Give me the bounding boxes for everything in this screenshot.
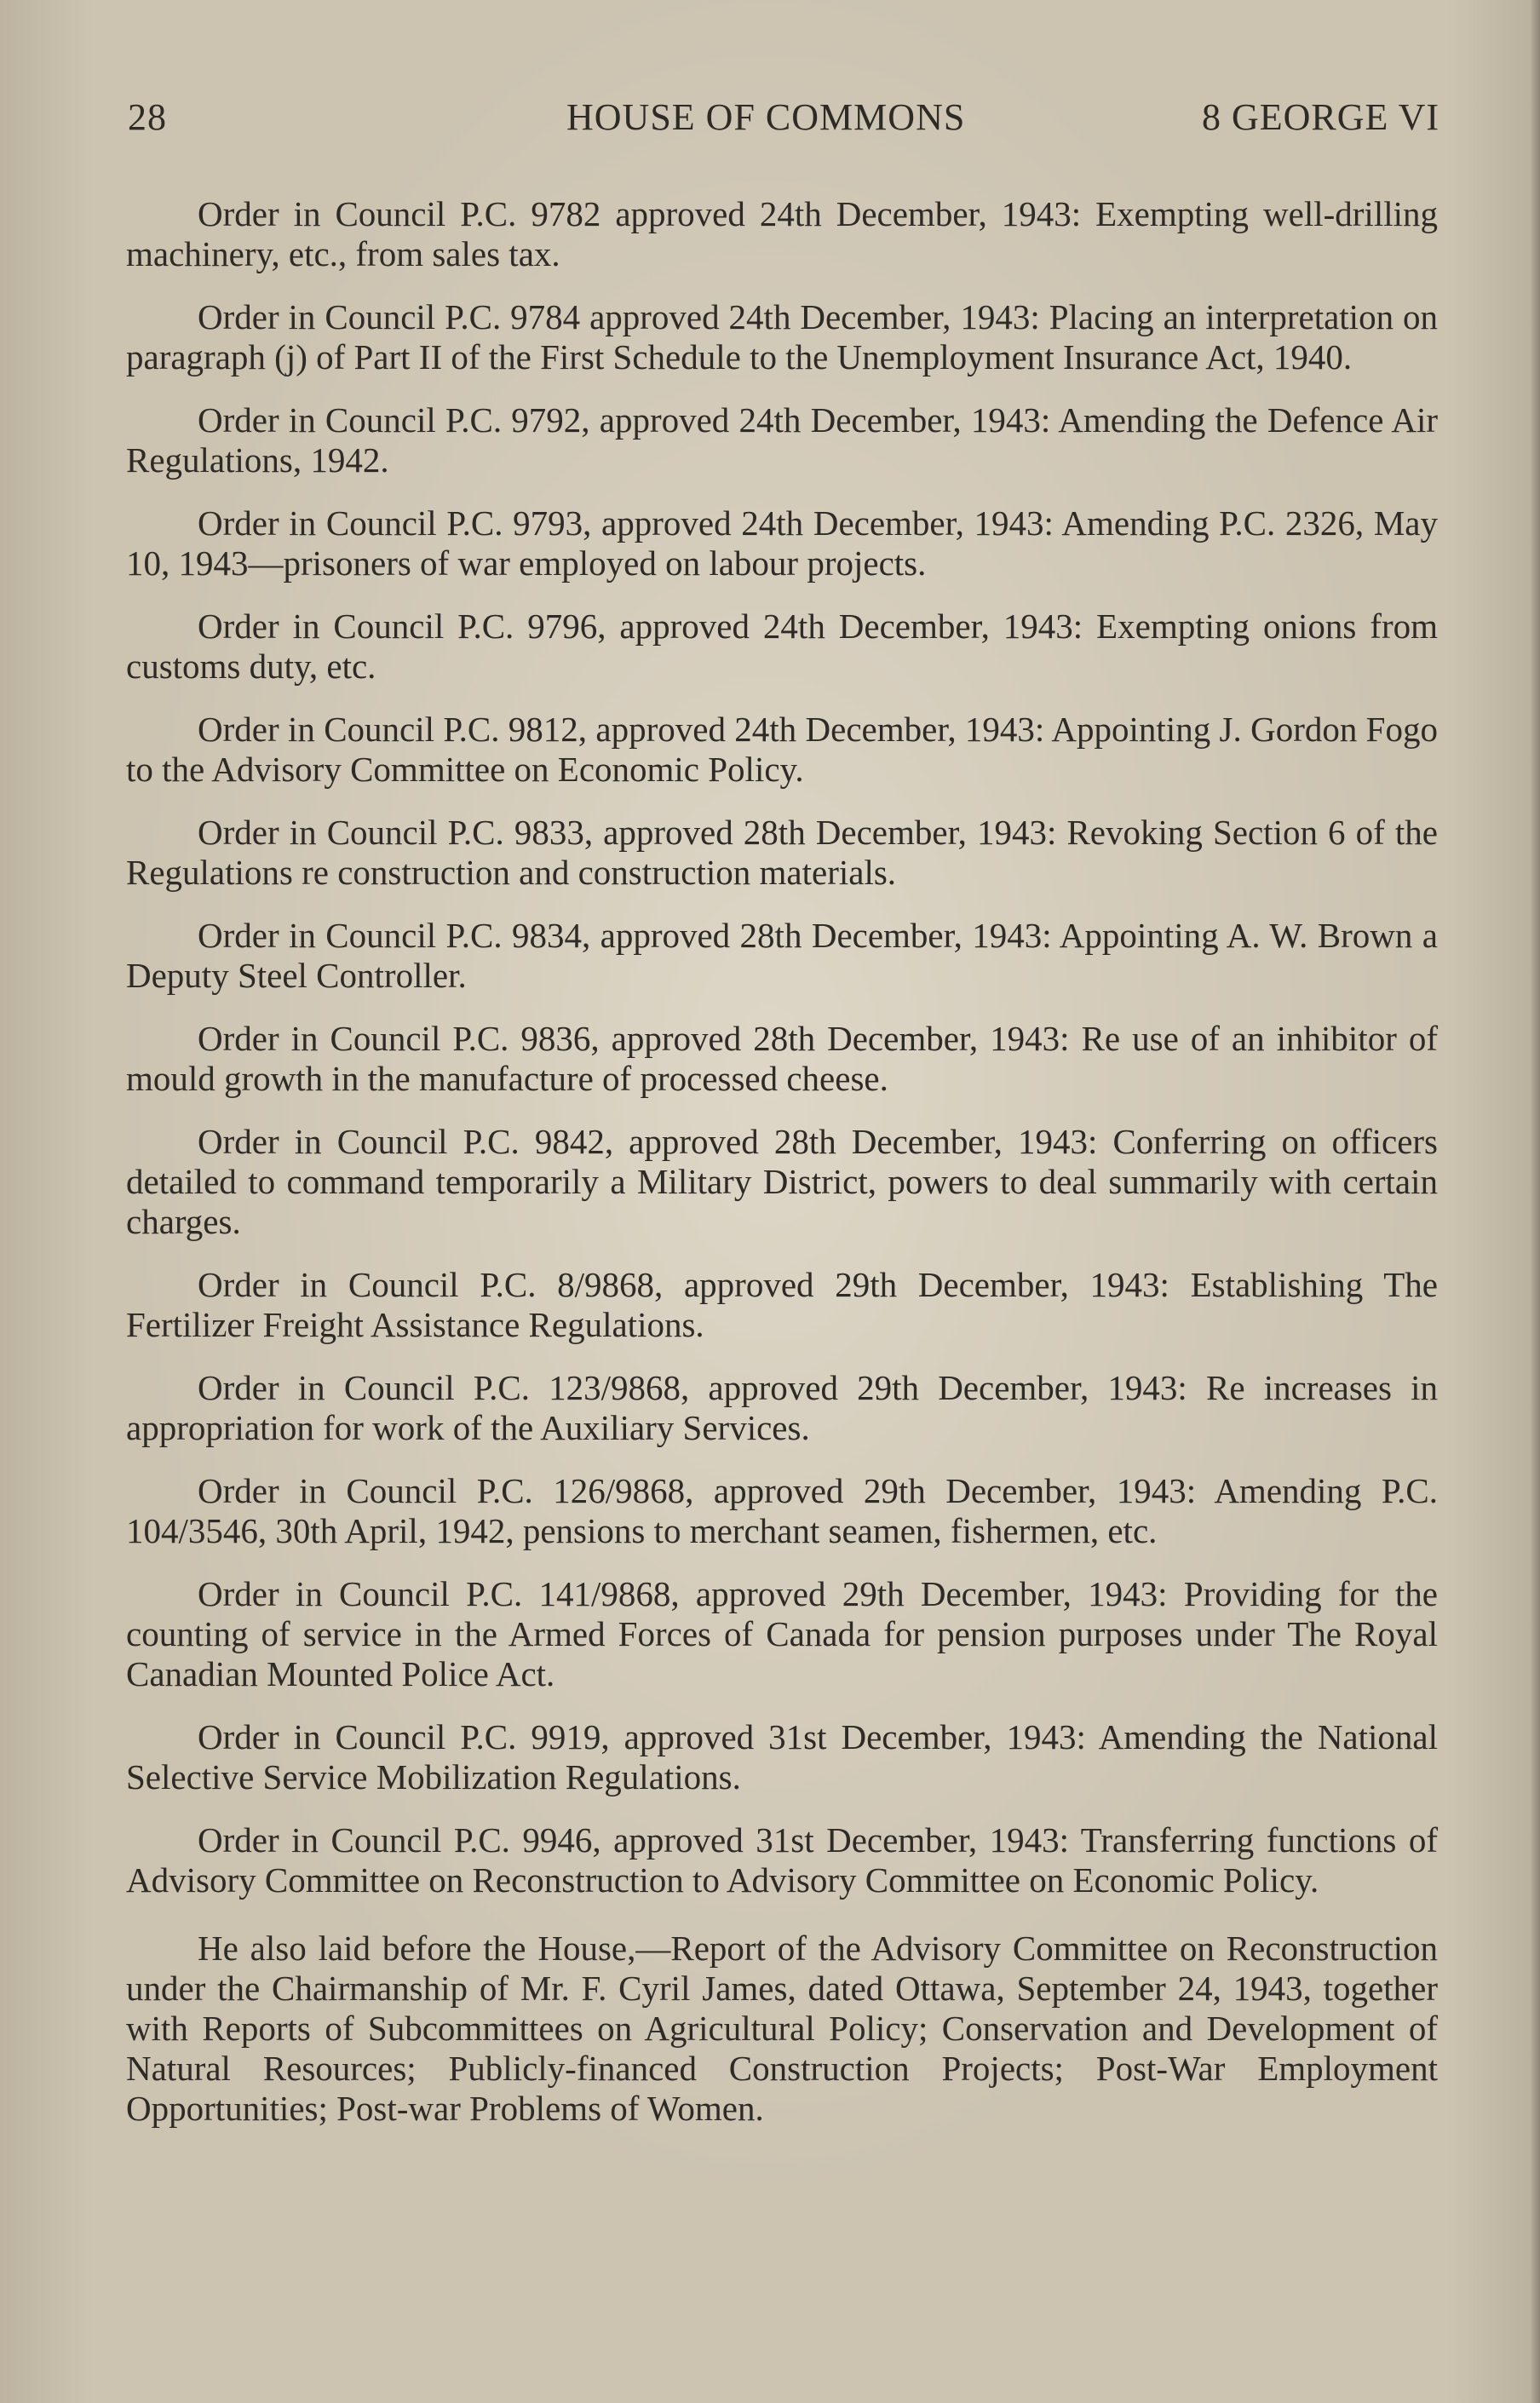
order-description: Exempting well-drilling machinery, etc., from sales tax. <box>126 194 1438 273</box>
order-description: Appointing J. Gordon Fogo to the Advisory Committee on Economic Policy. <box>126 710 1438 789</box>
order-description: Amending the Defence Air Regulations, 1942. <box>126 400 1438 480</box>
order-citation: Order in Council P.C. 9842, approved 28th December, 1943: <box>198 1122 1098 1161</box>
order-citation: Order in Council P.C. 9784 approved 24th December, 1943: <box>198 297 1040 336</box>
order-citation: Order in Council P.C. 123/9868, approved 29th December, 1943: <box>198 1368 1187 1407</box>
order-citation: Order in Council P.C. 9946, approved 31st December, 1943: <box>198 1820 1070 1860</box>
order-description: Exempting onions from customs duty, etc. <box>126 606 1438 686</box>
order-entry <box>126 297 1438 377</box>
order-entry <box>126 1717 1438 1797</box>
order-description: Re increases in appropriation for work of the Auxiliary Services. <box>126 1368 1439 1447</box>
order-entry <box>126 194 1438 274</box>
order-citation: Order in Council P.C. 9919, approved 31st December, 1943: <box>198 1717 1086 1756</box>
order-entry <box>126 813 1438 893</box>
order-description: Conferring on officers detailed to command temporarily a Military District, powers to deal summarily with certain charges. <box>126 1122 1439 1241</box>
order-citation: Order in Council P.C. 9796, approved 24th December, 1943: <box>198 606 1083 646</box>
order-description: Placing an interpretation on paragraph (j) of Part II of the First Schedule to the Unemployment Insurance Act, 1940. <box>126 297 1439 377</box>
order-entry <box>126 1471 1438 1551</box>
order-description: Amending P.C. 104/3546, 30th April, 1942, pensions to merchant seamen, fishermen, etc. <box>126 1471 1438 1550</box>
order-description: Amending P.C. 2326, May 10, 1943—prisoners of war employed on labour projects. <box>126 503 1438 583</box>
order-citation: Order in Council P.C. 9834, approved 28th December, 1943: <box>198 916 1052 955</box>
order-description: Re use of an inhibitor of mould growth in the manufacture of processed cheese. <box>126 1019 1438 1098</box>
order-citation: Order in Council P.C. 9833, approved 28th December, 1943: <box>198 813 1057 852</box>
order-entry <box>126 1019 1438 1099</box>
order-citation: Order in Council P.C. 9812, approved 24th December, 1943: <box>198 710 1045 749</box>
running-header <box>128 95 1439 147</box>
order-entry <box>126 1122 1438 1242</box>
order-citation: Order in Council P.C. 9782 approved 24th December, 1943: <box>198 194 1082 233</box>
order-entry <box>126 1820 1438 1900</box>
order-citation: Order in Council P.C. 126/9868, approved 29th December, 1943: <box>198 1471 1197 1510</box>
order-citation: Order in Council P.C. 9793, approved 24th December, 1943: <box>198 503 1054 543</box>
order-entry <box>126 916 1438 996</box>
closing-paragraph: He also laid before the House,—Report of the Advisory Committee on Reconstruction under the Chairmanship of Mr. F. Cyril James, dated Ottawa, September 24, 1943, together with Reports of Subcommittees on Agricultural Policy; Conservation and Development of Natural Resources; Publicly-financed Construction Projects; Post-War Employment Opportunities; Post-war Problems of Women. <box>126 1929 1438 2128</box>
order-entry <box>126 1574 1438 1694</box>
order-entry <box>126 1265 1438 1345</box>
header-reign: 8 GEORGE VI <box>1201 96 1439 138</box>
page-edge-shadow <box>1530 0 1540 2403</box>
order-description: Revoking Section 6 of the Regulations re construction and construction materials. <box>126 813 1438 892</box>
order-entry <box>126 606 1438 687</box>
order-entry <box>126 503 1438 584</box>
order-entry <box>126 1368 1438 1448</box>
header-title: HOUSE OF COMMONS <box>566 96 966 138</box>
order-citation: Order in Council P.C. 141/9868, approved 29th December, 1943: <box>198 1574 1168 1613</box>
order-description: Appointing A. W. Brown a Deputy Steel Controller. <box>126 916 1438 995</box>
order-description: Transferring functions of Advisory Committee on Reconstruction to Advisory Committee on Economic Policy. <box>126 1820 1438 1900</box>
page-number: 28 <box>128 96 167 138</box>
order-description: Providing for the counting of service in the Armed Forces of Canada for pension purposes under The Royal Canadian Mounted Police Act. <box>126 1574 1439 1693</box>
order-citation: Order in Council P.C. 9836, approved 28th December, 1943: <box>198 1019 1070 1058</box>
order-description: Establishing The Fertilizer Freight Assistance Regulations. <box>126 1265 1438 1344</box>
order-citation: Order in Council P.C. 8/9868, approved 29th December, 1943: <box>198 1265 1169 1304</box>
order-entry <box>126 710 1438 790</box>
order-entry <box>126 400 1438 480</box>
journal-body <box>126 194 1438 2152</box>
order-description: Amending the National Selective Service Mobilization Regulations. <box>126 1717 1439 1797</box>
order-citation: Order in Council P.C. 9792, approved 24th December, 1943: <box>198 400 1051 440</box>
